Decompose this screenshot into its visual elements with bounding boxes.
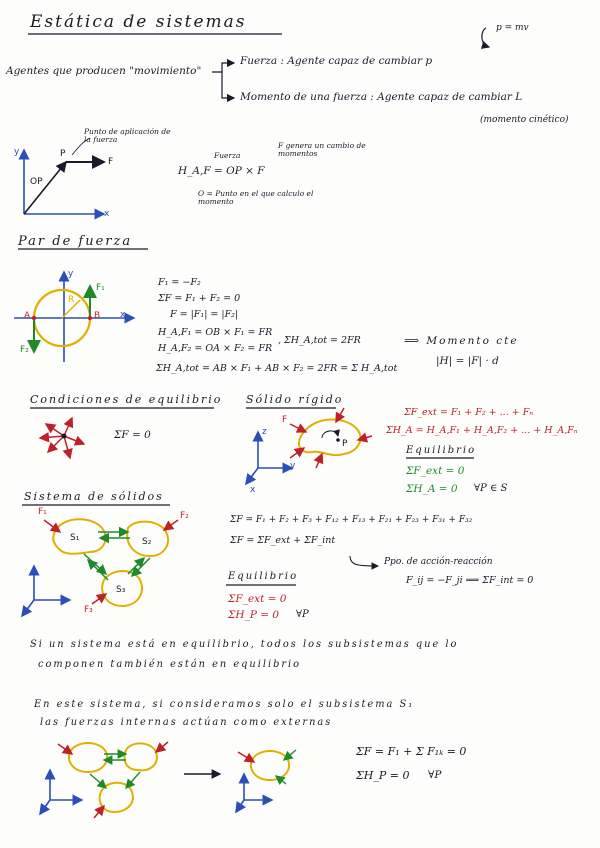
force-definition: Fuerza : Agente capaz de cambiar p — [240, 55, 433, 67]
subsystem-line-2: las fuerzas internas actúan como externas — [40, 717, 333, 728]
couple-y-label: y — [68, 269, 74, 279]
action-reaction-principle: Ppo. de acción-reacción — [384, 557, 493, 567]
f1-label: F₁ — [96, 283, 105, 293]
moment-magnitude-note: |H| = |F| · d — [436, 355, 499, 367]
couple-eq-4: H_A,F₁ = OB × F₁ = FR — [158, 327, 273, 338]
reaction-arrow — [350, 556, 378, 566]
statement-line-2: componen también están en equilibrio — [38, 659, 302, 670]
rigid-point-label: P — [342, 439, 348, 449]
subsystem-line-1: En este sistema, si consideramos solo el subsistema S₁ — [34, 699, 415, 710]
moment-change-note: F genera un cambio de momentos — [278, 141, 366, 158]
body-s3-label: S₃ — [116, 585, 126, 595]
subsystem-diagram — [40, 742, 296, 818]
rigid-body-diagram — [246, 408, 372, 484]
radius-label: R — [68, 295, 75, 305]
statement-line-1: Si un sistema está en equilibrio, todos los subsistemas que lo — [30, 639, 459, 650]
subsystem-for-all-points: ∀P — [428, 769, 442, 781]
moment-formula: H_A,F = OP × F — [178, 165, 265, 177]
equilibrium-conditions-heading: Condiciones de equilibrio — [30, 393, 223, 406]
system-heading: Sistema de sólidos — [24, 490, 164, 503]
momentum-definition: p = mv — [496, 23, 529, 33]
body-s2-label: S₂ — [142, 537, 152, 547]
x-axis-label: x — [104, 209, 110, 219]
couple-eq-3: F = |F₁| = |F₂| — [170, 309, 239, 320]
op-vector-label: OP — [30, 177, 43, 187]
subsystem-sum-moments: ΣH_P = 0 — [356, 769, 410, 782]
couple-x-label: x — [120, 310, 126, 320]
angular-momentum-note: (momento cinético) — [480, 115, 569, 125]
agents-label: Agentes que producen "movimiento" — [6, 65, 202, 77]
couple-heading: Par de fuerza — [18, 234, 133, 249]
force-label: F — [108, 157, 114, 167]
rigid-y-label: y — [290, 461, 296, 471]
rigid-eq-forces-zero: ΣF_ext = 0 — [406, 465, 465, 477]
couple-eq-1: F₁ = −F₂ — [158, 277, 201, 288]
particle-forces-diagram — [40, 418, 84, 458]
rigid-body-heading: Sólido rígido — [246, 393, 344, 406]
reference-point-note: O = Punto en el que calculo el momento — [198, 189, 314, 206]
system-eq-moments-zero: ΣH_P = 0 — [228, 609, 280, 621]
external-f3-label: F₃ — [84, 605, 93, 615]
couple-diagram — [14, 269, 134, 362]
system-for-all-points: ∀P — [296, 609, 309, 620]
couple-eq-2: ΣF = F₁ + F₂ = 0 — [158, 293, 241, 304]
point-a-label: A — [24, 311, 31, 321]
system-sum-forces: ΣF = F₁ + F₂ + F₃ + F₁₂ + F₁₃ + F₂₁ + F₂₃ + F₃₁ + F₃₂ — [230, 515, 473, 525]
external-f1-label: F₁ — [38, 507, 47, 517]
body-s1-label: S₁ — [70, 533, 80, 543]
force-note: Fuerza — [214, 151, 241, 160]
rigid-for-all-points: ∀P ∈ S — [474, 483, 508, 494]
moment-definition: Momento de una fuerza : Agente capaz de cambiar L — [240, 91, 523, 103]
page-title: Estática de sistemas — [30, 12, 247, 32]
constant-moment-note: ⟹ Momento cte — [404, 335, 519, 347]
couple-eq-5b: , ΣH_A,tot = 2FR — [278, 335, 361, 346]
system-of-bodies-diagram — [22, 519, 178, 616]
action-reaction-equation: F_ij = −F_ji ⟹ ΣF_int = 0 — [406, 575, 534, 586]
system-sum-split: ΣF = ΣF_ext + ΣF_int — [230, 535, 336, 546]
couple-eq-5: H_A,F₂ = OA × F₂ = FR — [158, 343, 273, 354]
rigid-z-label: z — [262, 427, 267, 437]
system-eq-forces-zero: ΣF_ext = 0 — [228, 593, 287, 605]
rigid-force-label: F — [282, 415, 288, 425]
f2-label: F₂ — [20, 345, 29, 355]
y-axis-label: y — [14, 147, 20, 157]
application-point-note: Punto de aplicación de la fuerza — [84, 127, 171, 144]
point-p-label: P — [60, 149, 66, 159]
rigid-equilibrium-label: Equilibrio — [406, 445, 477, 456]
system-equilibrium-label: Equilibrio — [228, 571, 299, 582]
rigid-x-label: x — [250, 485, 256, 495]
subsystem-sum-forces: ΣF = F₁ + Σ F₁ₖ = 0 — [356, 745, 467, 758]
rigid-eq-moments-zero: ΣH_A = 0 — [406, 483, 458, 495]
external-f2-label: F₂ — [180, 511, 189, 521]
sum-forces-zero: ΣF = 0 — [114, 429, 151, 441]
point-b-label: B — [94, 311, 101, 321]
couple-eq-6: ΣH_A,tot = AB × F₁ + AB × F₂ = 2FR = Σ H_A,tot — [156, 363, 398, 374]
rigid-sum-forces: ΣF_ext = F₁ + F₂ + ... + Fₙ — [404, 407, 534, 418]
rigid-sum-moments: ΣH_A = H_A,F₁ + H_A,F₂ + ... + H_A,Fₙ — [386, 425, 578, 436]
